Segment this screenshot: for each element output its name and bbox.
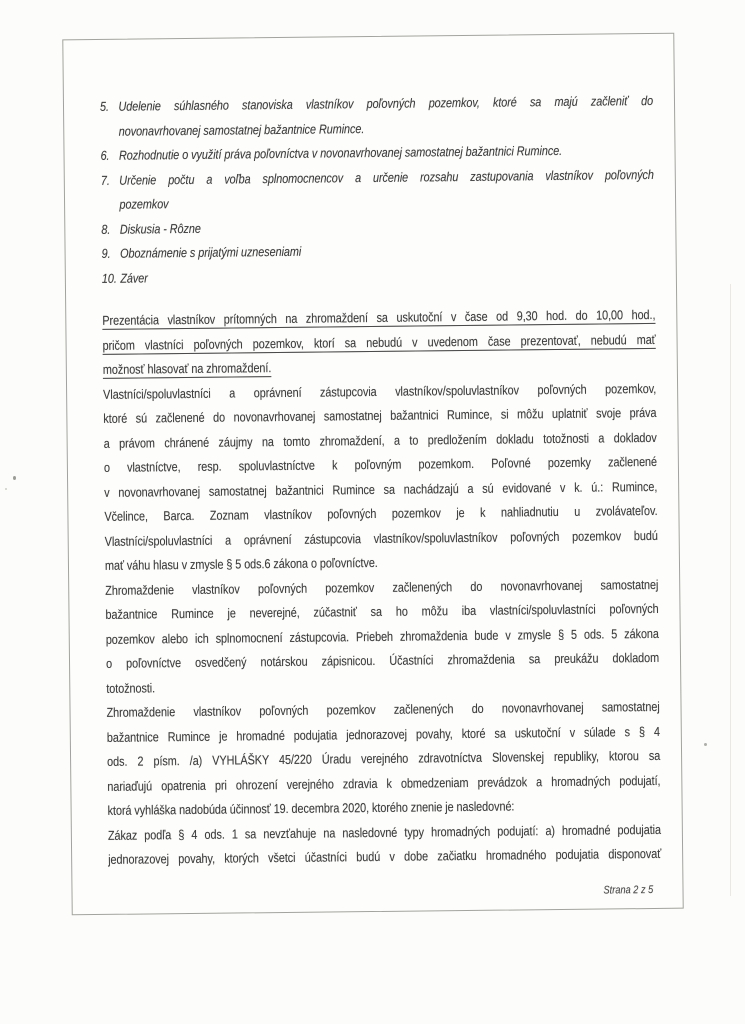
body-paragraph — [108, 817, 662, 872]
agenda-item-number: 10. — [101, 270, 117, 286]
scan-streak — [730, 284, 731, 896]
agenda-item — [102, 260, 655, 290]
agenda-item-text — [118, 89, 653, 144]
paragraph-line: možnosť hlasovať na zhromaždení. — [102, 360, 272, 377]
page-border-box — [62, 33, 683, 916]
agenda-item-number: 7. — [100, 172, 110, 188]
paragraph-line: nariaďujú opatrenia pri ohrození verejného zdravia k obmedzeniam prevádzok a hromadných podujatí, — [107, 772, 661, 794]
agenda-item-number: 9. — [101, 245, 111, 261]
scan-speck — [704, 743, 707, 746]
agenda-item-line: pozemkov — [119, 196, 169, 212]
agenda-item — [100, 89, 654, 144]
scan-speck — [5, 488, 7, 490]
paragraph-line: jednorazovej povahy, ktorých všetci účastníci budú v dobe začiatku hromadného podujatia disponovať — [108, 845, 662, 867]
page-content — [99, 34, 661, 902]
agenda-item-number: 5. — [99, 98, 110, 114]
paragraph-line: mať váhu hlasu v zmysle § 5 ods.6 zákona o poľovníctve. — [104, 554, 378, 573]
paragraph-line: Zhromaždenie vlastníkov poľovných pozemkov začlenených do novonavrhovanej samostatnej — [105, 576, 659, 598]
agenda-item — [101, 162, 655, 217]
agenda-item-number: 8. — [101, 221, 111, 237]
paragraph-line: ktorá vyhláška nadobúda účinnosť 19. decembra 2020, ktorého znenie je nasledovné: — [107, 798, 515, 818]
page-number: Strana 2 z 5 — [603, 883, 654, 897]
paragraph-line: o vlastníctve, resp. spoluvlastníctve k poľovným pozemkom. Poľovné pozemky začlenené — [103, 453, 658, 475]
paragraph-line: Zákaz podľa § 4 ods. 1 sa nevzťahuje na nasledovné typy hromadných podujatí: a) hromadné podujatia — [107, 821, 662, 843]
agenda-item-line: Záver — [120, 269, 148, 286]
agenda-item-line: Rozhodnutie o využití práva poľovníctva v novonavrhovanej samostatnej bažantnici Rumince. — [118, 142, 563, 163]
agenda-item-number: 6. — [100, 147, 110, 163]
agenda-item-text — [119, 162, 654, 217]
paragraph-line: Prezentácia vlastníkov prítomných na zhromaždení sa uskutoční v čase od 9,30 hod. do 10,00 hod., — [102, 306, 656, 328]
notice-paragraph-underlined — [102, 303, 656, 382]
scan-speck — [13, 476, 16, 480]
paragraph-line: bažantnice Rumince je neverejné, zúčastniť sa ho môžu iba vlastníci/spoluvlastníci poľovných — [105, 600, 659, 622]
paragraph-line: a právom chránené záujmy na tomto zhromaždení, a to predložením dokladu totožnosti a dokladov — [103, 429, 657, 451]
paragraph-line: Zhromaždenie vlastníkov poľovných pozemkov začlenených do novonavrhovanej samostatnej — [106, 698, 660, 720]
agenda-item-line: Diskusia - Rôzne — [119, 220, 201, 237]
paragraph-line: v novonavrhovanej samostatnej bažantnici Rumince sa nachádzajú a sú evidované v k. ú.: Rumince, — [104, 478, 658, 500]
paragraph-line: o poľovníctve osvedčený notárskou zápisnicou. Účastníci zhromaždenia sa preukážu dokladom — [105, 649, 660, 671]
body-paragraphs — [102, 303, 661, 872]
paragraph-line: totožnosti. — [106, 679, 156, 696]
body-paragraph — [103, 376, 658, 578]
agenda-item-line: Určenie počtu a voľba splnomocnencov a určenie rozsahu zastupovania vlastníkov poľovných — [119, 166, 654, 188]
paragraph-line: ods. 2 písm. /a) VYHLÁŠKY 45/220 Úradu verejného zdravotníctva Slovenskej republiky, ktorou sa — [107, 747, 661, 769]
paragraph-line: Včelince, Barca. Zoznam vlastníkov poľovných pozemkov je k nahliadnutiu u zvolávateľov. — [104, 502, 658, 524]
agenda-item-text — [120, 260, 655, 290]
agenda-list — [100, 89, 655, 291]
agenda-item-line: Udelenie súhlasného stanoviska vlastníkov poľovných pozemkov, ktoré sa majú začleniť do — [118, 92, 654, 114]
paragraph-line: pozemkov alebo ich splnomocnení zástupcovia. Priebeh zhromaždenia bude v zmysle § 5 ods. 5 zákona — [105, 625, 659, 647]
body-paragraph — [105, 572, 659, 700]
body-paragraph — [106, 695, 660, 823]
paragraph-line: pričom vlastníci poľovných pozemkov, ktorí sa nebudú v uvedenom čase prezentovať, nebudú mať — [102, 331, 656, 353]
paragraph-line: Vlastníci/spoluvlastníci a oprávnení zástupcovia vlastníkov/spoluvlastníkov poľovných pozemkov budú — [104, 527, 658, 549]
agenda-item-line: novonavrhovanej samostatnej bažantnice Rumince. — [118, 120, 365, 139]
paragraph-line: ktoré sú začlenené do novonavrhovanej samostatnej bažantnici Rumince, si môžu uplatniť svoje práva — [103, 404, 657, 426]
agenda-item-line: Oboznámenie s prijatými uzneseniami — [119, 243, 302, 261]
paragraph-line: bažantnice Rumince je hromadné podujatia jednorazovej povahy, ktoré sa uskutoční v súlade s § 4 — [106, 723, 660, 745]
paragraph-line: Vlastníci/spoluvlastníci a oprávnení zástupcovia vlastníkov/spoluvlastníkov poľovných pozemkov, — [103, 380, 657, 402]
